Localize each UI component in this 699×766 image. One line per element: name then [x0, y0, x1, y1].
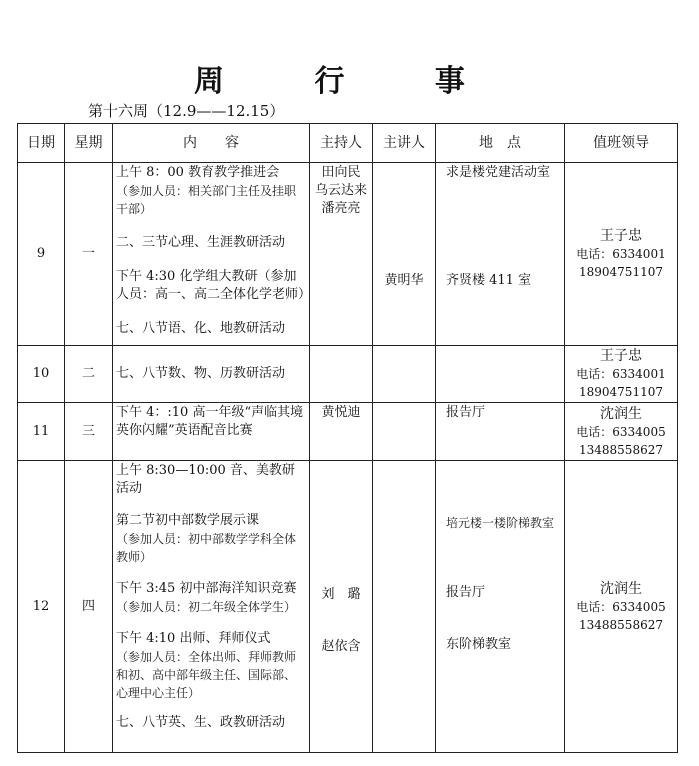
- date-cell: 12: [18, 461, 65, 753]
- host-name: 田向民: [321, 165, 361, 180]
- weekday-cell: 二: [65, 346, 113, 403]
- header-host: 主持人: [310, 124, 373, 163]
- speaker-cell: [373, 346, 436, 403]
- leader-name: 沈润生: [600, 405, 642, 422]
- weekday-cell: 三: [65, 403, 113, 461]
- leader-phone: 电话：6334001: [576, 247, 666, 261]
- header-leader: 值班领导: [565, 124, 678, 163]
- place-name: 东阶梯教室: [446, 637, 512, 652]
- week-subtitle: 第十六周（12.9——12.15）: [88, 102, 285, 120]
- place-cell: [436, 403, 565, 461]
- schedule-table: [17, 123, 678, 753]
- leader-phone: 电话：6334005: [576, 424, 666, 439]
- table-row: [18, 461, 678, 753]
- content-cell: [113, 461, 310, 753]
- place-cell: [436, 163, 565, 346]
- event-title: 七、八节数、物、历教研活动: [116, 366, 286, 381]
- leader-mobile: 13488558627: [579, 442, 663, 457]
- event-title: 二、三节心理、生涯教研活动: [116, 235, 286, 250]
- speaker-cell: [373, 163, 436, 346]
- weekday-cell: 一: [65, 163, 113, 346]
- header-date: 日期: [18, 124, 65, 163]
- host-cell: [310, 163, 373, 346]
- header-row: [18, 124, 678, 163]
- leader-mobile: 18904751107: [579, 385, 663, 399]
- header-place: 地 点: [436, 124, 565, 163]
- content-cell: [113, 346, 310, 403]
- place-name: 齐贤楼 411 室: [446, 273, 532, 288]
- weekday-cell: 四: [65, 461, 113, 753]
- content-cell: [113, 163, 310, 346]
- date-cell: 10: [18, 346, 65, 403]
- host-cell: [310, 346, 373, 403]
- header-content: 内 容: [113, 124, 310, 163]
- event-note: （参加人员：初中部数学学科全体教师）: [116, 532, 297, 564]
- event-title: 下午 4:30 化学组大教研（参加人员：高一、高二全体化学老师）: [116, 269, 312, 302]
- speaker-cell: [373, 403, 436, 461]
- leader-cell: [565, 403, 678, 461]
- table-row: [18, 346, 678, 403]
- event-title: 下午 3:45 初中部海洋知识竞赛: [116, 581, 297, 596]
- host-name: 潘亮亮: [321, 201, 361, 216]
- event-title: 七、八节英、生、政教研活动: [116, 715, 286, 730]
- content-cell: [113, 403, 310, 461]
- event-note: （参加人员：全体出师、拜师教师和初、高中部年级主任、国际部、心理中心主任）: [116, 650, 297, 700]
- table-row: [18, 163, 678, 346]
- leader-name: 王子忠: [600, 228, 642, 244]
- event-title: 上午 8:30—10:00 音、美教研活动: [116, 463, 295, 496]
- event-title: 上午 8：00 教育教学推进会: [116, 165, 280, 180]
- date-cell: 9: [18, 163, 65, 346]
- host-name: 赵依含: [321, 639, 361, 654]
- leader-mobile: 13488558627: [579, 617, 663, 632]
- leader-cell: [565, 461, 678, 753]
- place-name: 报告厅: [446, 405, 486, 420]
- event-title: 第二节初中部数学展示课: [116, 513, 260, 528]
- leader-phone: 电话：6334005: [576, 599, 666, 614]
- date-cell: 11: [18, 403, 65, 461]
- leader-phone: 电话：6334001: [576, 367, 666, 381]
- leader-name: 王子忠: [600, 348, 642, 364]
- place-cell: [436, 346, 565, 403]
- leader-cell: [565, 163, 678, 346]
- header-speaker: 主讲人: [373, 124, 436, 163]
- event-title: 下午 4:10 出师、拜师仪式: [116, 631, 271, 646]
- host-name: 乌云达来: [314, 183, 367, 198]
- event-title: 七、八节语、化、地教研活动: [116, 321, 286, 336]
- leader-name: 沈润生: [600, 580, 642, 597]
- place-name: 求是楼党建活动室: [446, 165, 551, 180]
- event-note: （参加人员：相关部门主任及挂职干部）: [116, 184, 297, 216]
- place-cell: [436, 461, 565, 753]
- speaker-cell: [373, 461, 436, 753]
- place-name: 报告厅: [446, 585, 486, 600]
- host-cell: [310, 461, 373, 753]
- host-name: 刘 璐: [321, 587, 361, 602]
- table-row: [18, 403, 678, 461]
- page-title: 周 行 事: [194, 64, 505, 99]
- leader-cell: [565, 346, 678, 403]
- leader-mobile: 18904751107: [579, 265, 663, 279]
- header-weekday: 星期: [65, 124, 113, 163]
- event-title: 下午 4：:10 高一年级“声临其境 英你闪耀”英语配音比赛: [116, 405, 304, 438]
- host-name: 黄悦迪: [321, 405, 361, 420]
- place-name: 培元楼一楼阶梯教室: [446, 516, 555, 530]
- host-cell: [310, 403, 373, 461]
- event-note: （参加人员：初二年级全体学生）: [116, 600, 297, 614]
- speaker-name: 黄明华: [384, 273, 424, 288]
